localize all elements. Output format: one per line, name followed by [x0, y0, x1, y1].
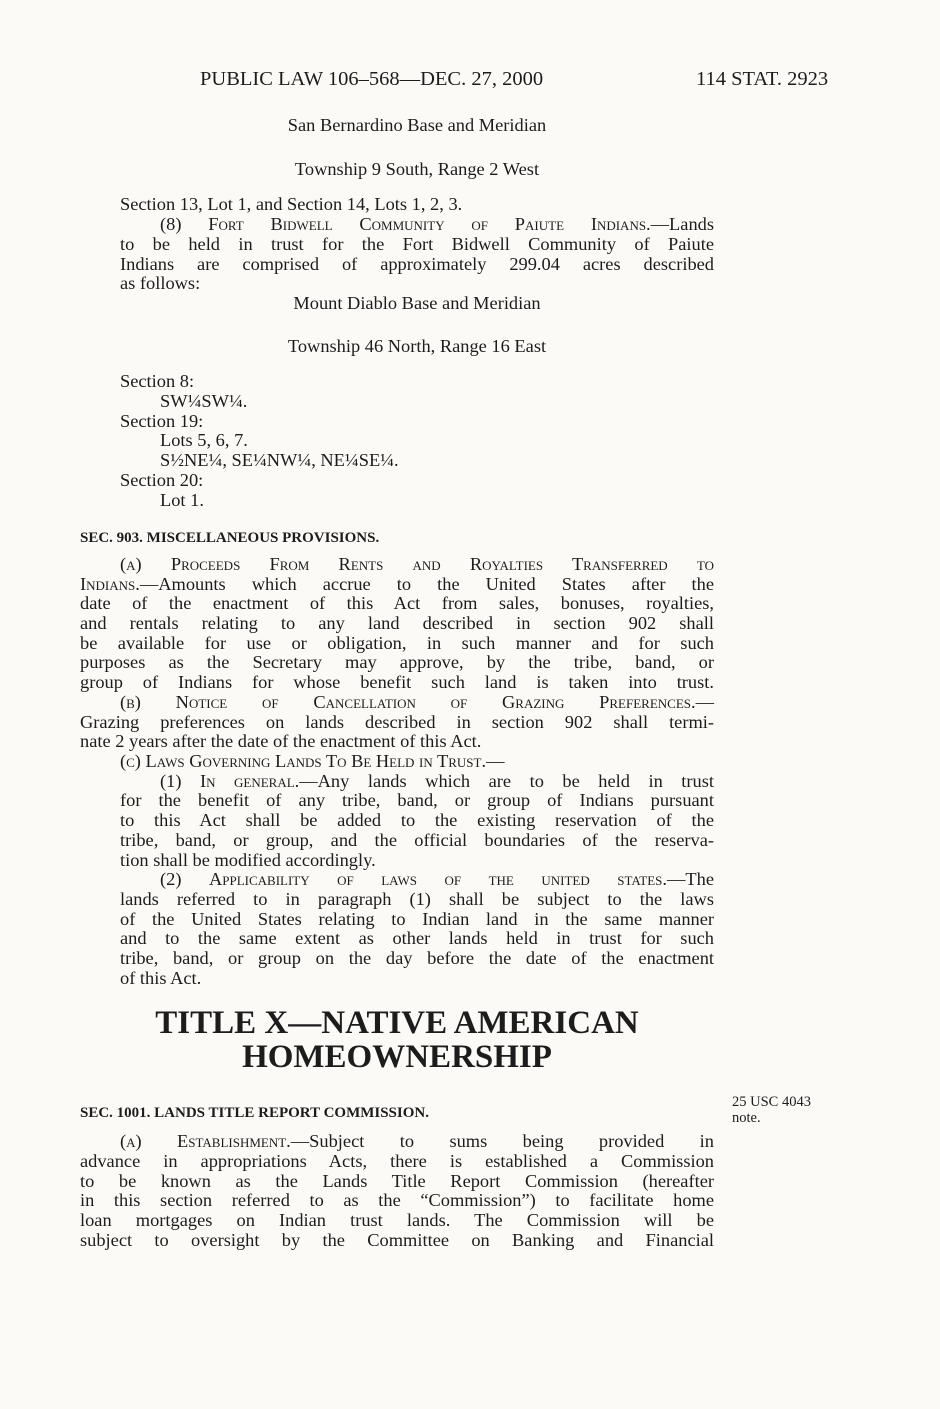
text-line: to be known as the Lands Title Report Commission (hereafter — [80, 1170, 714, 1191]
section-1001-text — [80, 1132, 714, 1250]
list-item: S½NE¼, SE¼NW¼, NE¼SE¼. — [160, 450, 399, 471]
paragraph-first-line: (a) Establishment.—Subject to sums being provided in — [120, 1131, 714, 1152]
paragraph-8-line: to be held in trust for the Fort Bidwell Community of Paiute — [120, 233, 714, 254]
list-item: Section 19: — [120, 410, 204, 431]
text-line: tribe, band, or group, and the official boundaries of the reserva- — [120, 829, 714, 850]
base-meridian-heading: San Bernardino Base and Meridian — [287, 115, 547, 135]
text-line: of this Act. — [120, 967, 202, 988]
text-line: advance in appropriations Acts, there is established a Commission — [80, 1150, 714, 1171]
document-body — [80, 115, 714, 1250]
margin-note-line: note. — [732, 1110, 761, 1126]
list-item: Section 8: — [120, 371, 195, 392]
paragraph-first-line: (2) Applicability of laws of the united states.—The — [160, 869, 714, 890]
text-line: in this section referred to as the “Commission”) to facilitate home — [80, 1190, 714, 1211]
text-line: nate 2 years after the date of the enactment of this Act. — [80, 731, 482, 752]
subsection-heading: (c) Laws Governing Lands To Be Held in Trust.— — [120, 750, 505, 771]
text-line: tribe, band, or group on the day before the date of the enactment — [120, 948, 714, 969]
text-line: date of the enactment of this Act from sales, bonuses, royalties, — [80, 593, 714, 614]
text-line: tion shall be modified accordingly. — [120, 849, 376, 870]
list-item: Lot 1. — [160, 489, 204, 510]
title-heading — [80, 1006, 714, 1074]
base-meridian-heading: Mount Diablo Base and Meridian — [293, 292, 541, 313]
text-line: be available for use or obligation, in such manner and for such — [80, 632, 714, 653]
paragraph-8-line: as follows: — [120, 273, 201, 294]
section-line: Section 13, Lot 1, and Section 14, Lots 1, 2, 3. — [120, 194, 463, 215]
text-line: for the benefit of any tribe, band, or group of Indians pursuant — [120, 790, 714, 811]
paragraph-first-line: (1) In general.—Any lands which are to be held in trust — [160, 770, 714, 791]
list-item: Lots 5, 6, 7. — [160, 430, 248, 451]
title-line: HOMEOWNERSHIP — [242, 1039, 552, 1076]
text-line: purposes as the Secretary may approve, by the tribe, band, or — [80, 652, 714, 673]
text-line: group of Indians for whose benefit such land is taken into trust. — [80, 672, 714, 693]
section-heading: SEC. 903. MISCELLANEOUS PROVISIONS. — [80, 530, 380, 547]
title-line: TITLE X—NATIVE AMERICAN — [155, 1005, 639, 1042]
text-line: of the United States relating to Indian land in the same manner — [120, 908, 714, 929]
text-line: and rentals relating to any land described in section 902 shall — [80, 613, 714, 634]
text-line: lands referred to in paragraph (1) shall be subject to the laws — [120, 888, 714, 909]
text-line: and to the same extent as other lands held in trust for such — [120, 928, 714, 949]
paragraph-8-line: Indians are comprised of approximately 299.04 acres described — [120, 253, 714, 274]
paragraph-8-first-line: (8) Fort Bidwell Community of Paiute Indians.—Lands — [160, 214, 714, 235]
running-header-stat: 114 STAT. 2923 — [696, 68, 829, 90]
subsection-c-body — [120, 772, 714, 989]
section-903-text — [80, 555, 714, 988]
text-line: loan mortgages on Indian trust lands. The Commission will be — [80, 1209, 714, 1230]
text-line: Indians.—Amounts which accrue to the United States after the — [80, 573, 714, 594]
text-line: to this Act shall be added to the existing reservation of the — [120, 810, 714, 831]
section-heading: SEC. 1001. LANDS TITLE REPORT COMMISSION. — [80, 1105, 429, 1122]
margin-note-line: 25 USC 4043 — [732, 1094, 811, 1110]
list-item: SW¼SW¼. — [160, 391, 248, 412]
township-heading: Township 46 North, Range 16 East — [287, 335, 547, 356]
list-item: Section 20: — [120, 469, 204, 490]
land-list — [120, 372, 714, 510]
subsection-heading: (a) Proceeds From Rents and Royalties Transferred to — [120, 553, 714, 574]
township-heading: Township 9 South, Range 2 West — [294, 158, 540, 179]
text-line: subject to oversight by the Committee on Banking and Financial — [80, 1229, 714, 1250]
running-header-law: PUBLIC LAW 106–568—DEC. 27, 2000 — [200, 68, 544, 90]
margin-citation-note — [732, 1094, 842, 1126]
text-line: Grazing preferences on lands described in section 902 shall termi- — [80, 711, 714, 732]
subsection-heading: (b) Notice of Cancellation of Grazing Preferences.— — [120, 691, 714, 712]
